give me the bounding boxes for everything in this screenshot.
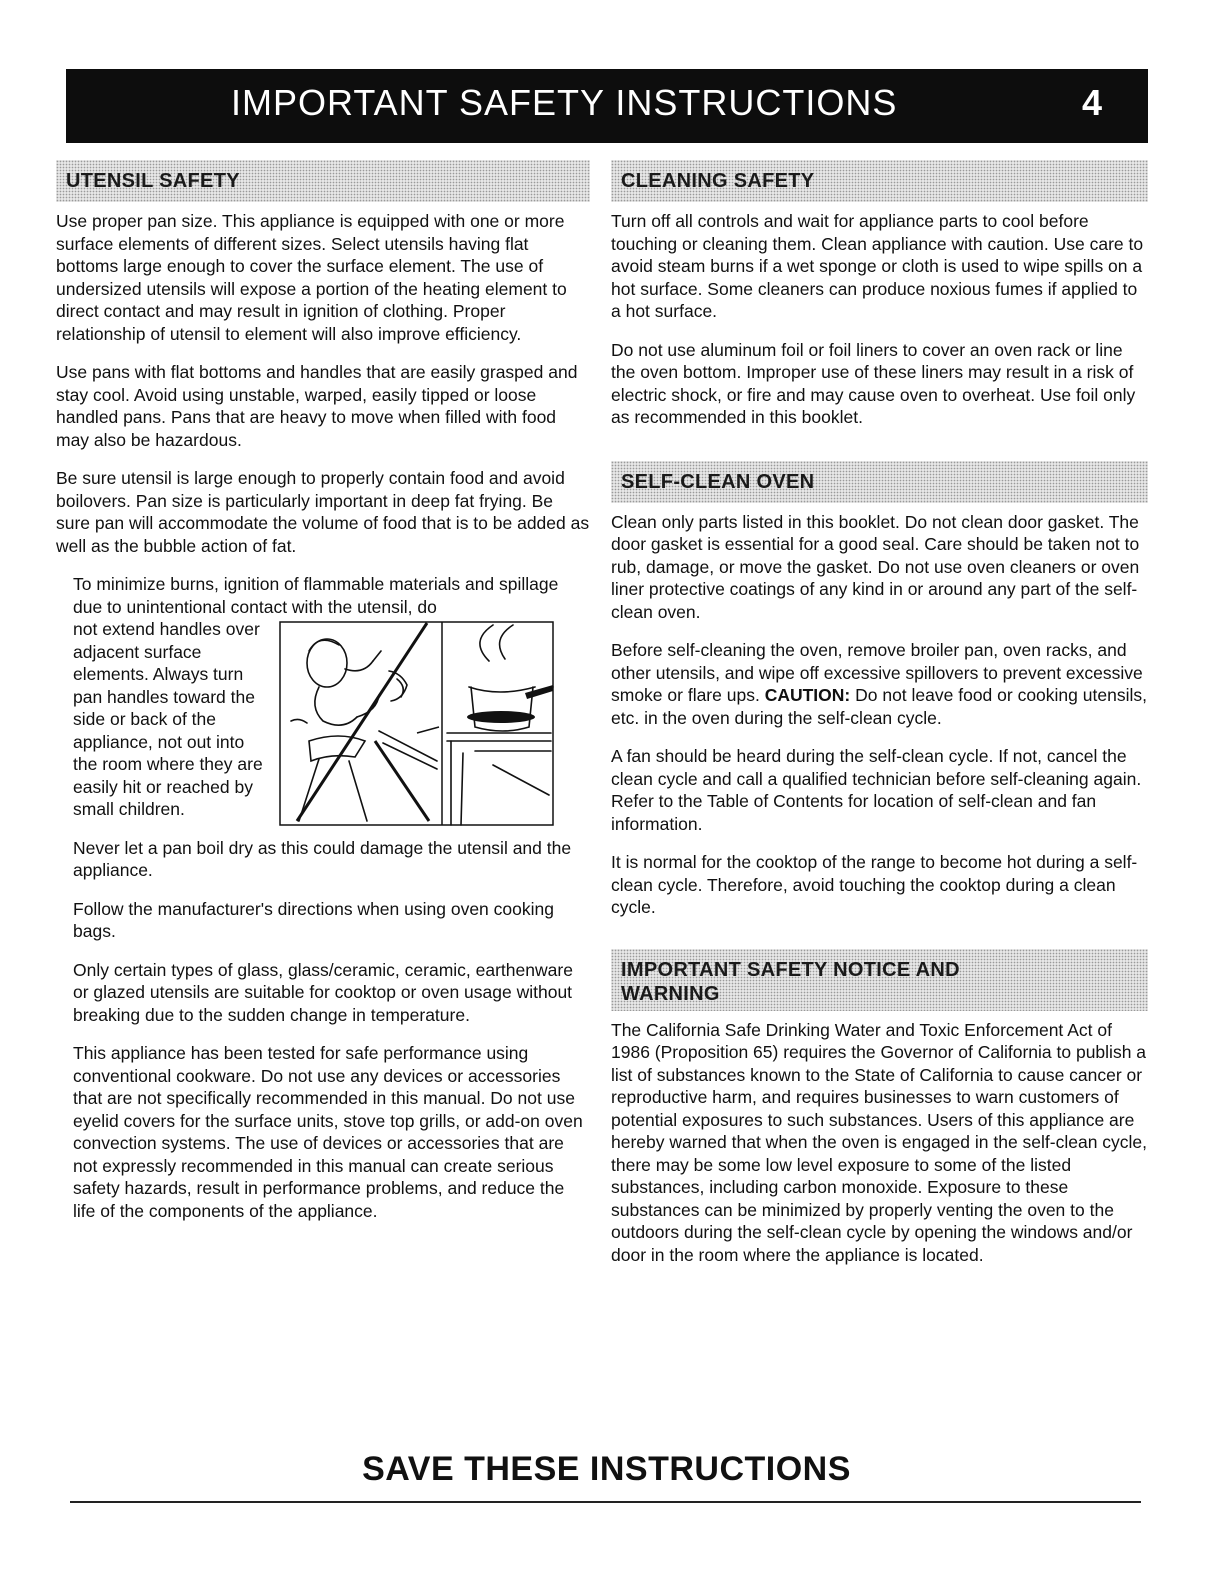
paragraph: This appliance has been tested for safe performance using conventional cookware. Do not use any devices or accessories that are not specifically recommended in this manual. Do not use eyelid covers for the surface units, stove top grills, or add-on oven convection systems. The use of devices or accessories that are not expressly recommended in this manual can create serious safety hazards, result in performance problems, and reduce the life of the components of the appliance. [73,1043,583,1221]
page-number: 4 [1081,82,1102,123]
paragraph: It is normal for the cooktop of the range to become hot during a self-clean cycle. Therefore, avoid touching the cooktop during a clean cycle. [611,852,1138,917]
caution-label: CAUTION: [764,685,851,705]
section-heading-label: UTENSIL SAFETY [66,170,240,192]
heading-line: WARNING [621,982,720,1005]
paragraph: Never let a pan boil dry as this could damage the utensil and the appliance. [73,837,572,880]
section-heading-self-clean-oven [611,461,1148,503]
paragraph: The California Safe Drinking Water and Toxic Enforcement Act of 1986 (Proposition 65) requires the Governor of California to publish a list of substances known to the State of California to cause cancer or reproductive harm, and requires businesses to warn customers of potential exposures to such substances. Users of this appliance are hereby warned that when the oven is engaged in the self-clean cycle, there may be some low level exposure to some of the listed substances, including carbon monoxide. Exposure to these substances can be minimized by properly venting the oven to the outdoors during the self-clean cycle by opening the windows and/or door in the room where the appliance is located. [611,1019,1148,1265]
pan-handle-warning-illustration [279,621,554,826]
paragraph: Use pans with flat bottoms and handles that are easily grasped and stay cool. Avoid using unstable, warped, easily tipped or loose handled pans. Pans that are heavy to move when filled with food may also be hazardous. [56,362,578,450]
header-banner [66,69,1148,143]
paragraph: Clean only parts listed in this booklet. Do not clean door gasket. The door gasket is essential for a good seal. Care should be taken not to rub, damage, or move the gasket. Do not use oven cleaners or oven liner protective coatings of any kind in or around any part of the self-clean oven. [611,511,1140,622]
right-column [611,160,1148,1282]
paragraph: not extend handles over adjacent surface elements. Always turn pan handles toward the side or back of the appliance, not out into the room where they are easily hit or reached by small children. [73,619,263,819]
paragraph [611,639,1148,729]
heading-line: IMPORTANT SAFETY NOTICE AND [621,958,960,981]
paragraph: Turn off all controls and wait for appliance parts to cool before touching or cleaning them. Clean appliance with caution. Use care to avoid steam burns if a wet sponge or cloth is used to wipe spills on a hot surface. Some cleaners can produce noxious fumes if applied to a hot surface. [611,211,1144,321]
section-heading-safety-notice [611,949,1148,1011]
footer-divider [70,1501,1141,1503]
left-column [56,160,590,1238]
paragraph: Use proper pan size. This appliance is equipped with one or more surface elements of different sizes. Select utensils having flat bottoms large enough to cover the surface element. The use of undersized utensils will expose a portion of the heating element to direct contact and may result in ignition of clothing. Proper relationship of utensil to element will also improve efficiency. [56,211,567,344]
section-heading-label: CLEANING SAFETY [621,170,815,192]
section-heading-label: SELF-CLEAN OVEN [621,470,815,493]
paragraph: Only certain types of glass, glass/ceramic, ceramic, earthenware or glazed utensils are suitable for cooktop or oven usage without breaking due to the sudden change in temperature. [73,959,573,1025]
section-heading-utensil-safety [56,160,590,202]
section-heading-cleaning-safety [611,160,1148,202]
section-heading-label [621,958,960,1006]
paragraph: Be sure utensil is large enough to properly contain food and avoid boilovers. Pan size is particularly important in deep fat frying. Be sure pan will accommodate the volume of food that is to be added as well as the bubble action of fat. [56,468,590,556]
paragraph: Do not use aluminum foil or foil liners to cover an oven rack or line the oven bottom. Improper use of these liners may result in a risk of electric shock, or fire and may cause oven to overheat. Use foil only as recommended in this booklet. [611,339,1136,427]
page-title: IMPORTANT SAFETY INSTRUCTIONS [231,82,898,123]
paragraph-text: Before self-cleaning the oven, remove broiler pan, oven racks, and other utensils, and wipe off excessive spillovers to prevent excessive smoke or flare ups. [611,640,1143,705]
figure-block [56,618,590,821]
paragraph: Follow the manufacturer's directions when using oven cooking bags. [73,898,554,941]
save-instructions-title: SAVE THESE INSTRUCTIONS [362,1450,851,1488]
paragraph: A fan should be heard during the self-clean cycle. If not, cancel the clean cycle and call a qualified technician before self-cleaning again. Refer to the Table of Contents for location of self-clean and fan information. [611,746,1142,834]
paragraph-text: Do not leave food or cooking utensils, etc. in the oven during the self-clean cycle. [611,685,1147,728]
paragraph: To minimize burns, ignition of flammable materials and spillage due to unintentional contact with the utensil, do [73,574,559,617]
